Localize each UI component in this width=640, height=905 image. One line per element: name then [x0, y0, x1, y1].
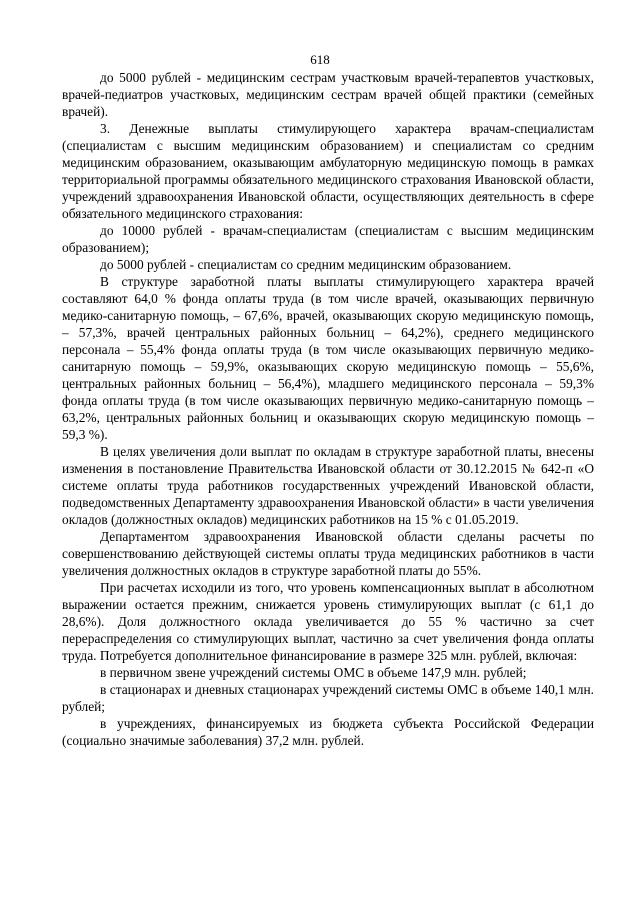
paragraph-department-calculations: Департаментом здравоохранения Ивановской области сделаны расчеты по совершенствованию действующей системы оплаты труда медицинских работников в части увеличения должностных окладов в структуре заработной платы до 55%.: [62, 529, 594, 578]
paragraph-regional-budget-funding: в учреждениях, финансируемых из бюджета субъекта Российской Федерации (социально значимые заболевания) 37,2 млн. рублей.: [62, 716, 594, 748]
paragraph-hospital-funding: в стационарах и дневных стационарах учреждений системы ОМС в объеме 140,1 млн. рублей;: [62, 682, 594, 714]
paragraph-stimulating-payments: 3. Денежные выплаты стимулирующего характера врачам-специалистам (специалистам с высшим медицинским образованием) и специалистам со средним медицинским образованием, оказывающим амбулаторную медицинскую помощь в рамках территориальной программы обязательного медицинского страхования Ивановской области, учреждений здравоохранения Ивановской области, осуществляющих деятельность в сфере обязательного медицинского страхования:: [62, 121, 594, 221]
paragraph-salary-structure: В структуре заработной платы выплаты стимулирующего характера врачей составляют 64,0 % фонда оплаты труда (в том числе врачей, оказывающих первичную медико-санитарную помощь, – 67,6%, врачей, оказывающих скорую медицинскую помощь, – 57,3%, врачей центральных районных больниц – 64,2%), среднего медицинского персонала – 55,4% фонда оплаты труда (в том числе оказывающих первичную медико-санитарную помощь – 59,9%, оказывающих скорую медицинскую помощь – 55,6%, центральных районных больниц – 56,4%), младшего медицинского персонала – 59,3% фонда оплаты труда (в том числе оказывающих первичную медико-санитарную помощь – 63,2%, центральных районных больниц и оказывающих скорую медицинскую помощь – 59,3 %).: [62, 274, 594, 442]
paragraph-resolution-changes: В целях увеличения доли выплат по окладам в структуре заработной платы, внесены изменения в постановление Правительства Ивановской области от 30.12.2015 № 642-п «О системе оплаты труда работников государственных учреждений Ивановской области, подведомственных Департаменту здравоохранения Ивановской области» в части увеличения окладов (должностных окладов) медицинских работников на 15 % с 01.05.2019.: [62, 444, 594, 527]
page-number: 618: [310, 52, 330, 67]
paragraph-calculation-basis: При расчетах исходили из того, что уровень компенсационных выплат в абсолютном выражении остается прежним, снижается уровень стимулирующих выплат (с 61,1 до 28,6%). Доля должностного оклада увеличивается до 55 % частично за счет перераспределения со стимулирующих выплат, частично за счет увеличения фонда оплаты труда. Потребуется дополнительное финансирование в размере 325 млн. рублей, включая:: [62, 580, 594, 663]
paragraph-specialists-secondary: до 5000 рублей - специалистам со средним медицинским образованием.: [100, 257, 512, 272]
paragraph-specialists-higher: до 10000 рублей - врачам-специалистам (специалистам с высшим медицинским образованием);: [62, 223, 594, 255]
paragraph-salary-nurses: до 5000 рублей - медицинским сестрам участковым врачей-терапевтов участковых, врачей-педиатров участковых, медицинским сестрам врачей общей практики (семейных врачей).: [62, 70, 594, 119]
paragraph-primary-care-funding: в первичном звене учреждений системы ОМС в объеме 147,9 млн. рублей;: [100, 665, 527, 680]
document-body: [62, 69, 594, 749]
